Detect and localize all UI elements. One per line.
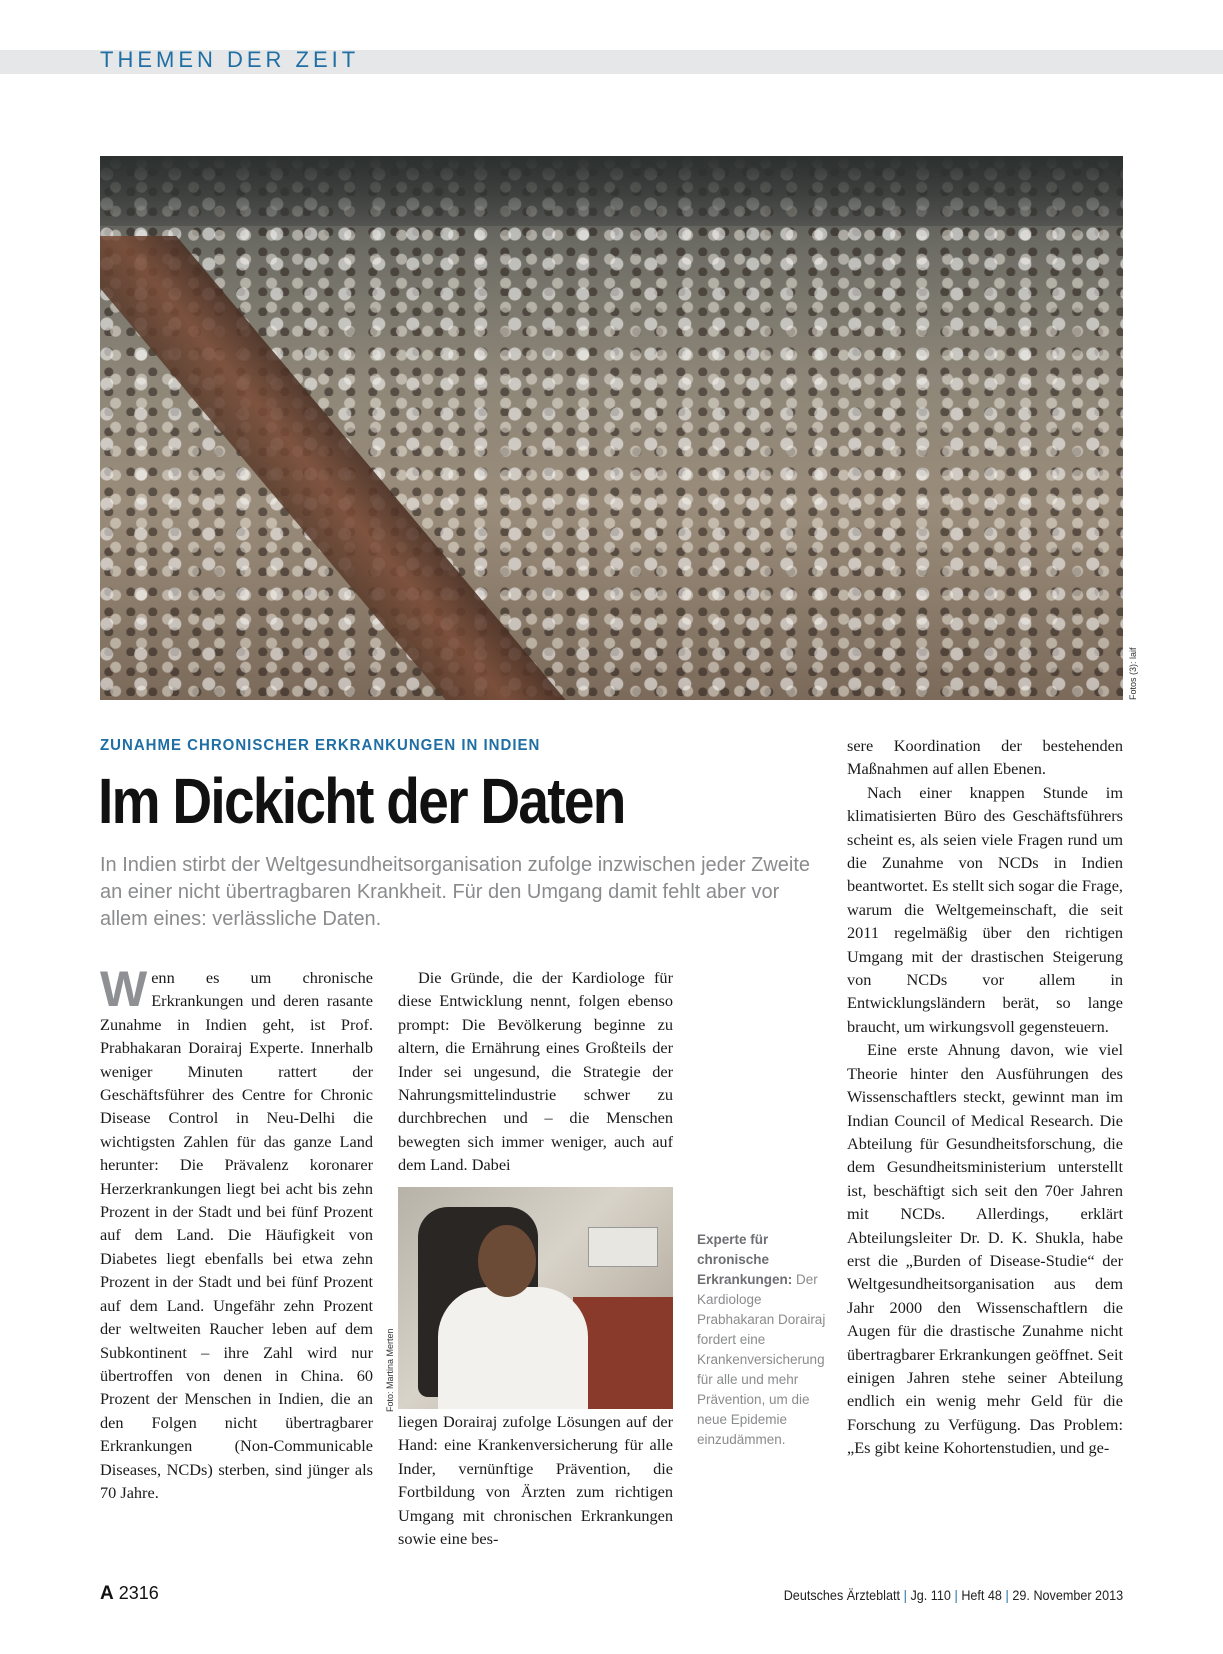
caption-title: Experte für chronische Erkrankungen:	[697, 1232, 793, 1287]
paragraph: Nach einer knappen Stunde im klimatisierten Büro des Geschäftsführers scheint es, als seien viele Fragen rund um die Zunahme von NCDs in Indien beantwortet. Es stellt sich sogar die Frage, warum die Weltgemeinschaft, die seit 2011 regelmäßig über den richtigen Umgang mit der drastischen Steigerung von NCDs vor allem in Entwicklungsländern berät, so lange braucht, um wirkungsvoll gegensteuern.	[847, 782, 1123, 1036]
journal-volume: Jg. 110	[910, 1587, 951, 1603]
page-number	[100, 1583, 159, 1605]
page-prefix: A	[100, 1583, 114, 1604]
journal-date: 29. November 2013	[1012, 1587, 1123, 1603]
paragraph: sere Koordination der bestehenden Maßnahmen auf allen Ebenen.	[847, 736, 1123, 779]
paragraph: Die Gründe, die der Kardiologe für diese Entwicklung nennt, folgen ebenso prompt: Die Bevölkerung beginne zu altern, die Ernährung eines Großteils der Inder sei ungesund, die Strategie der Nahrungsmittelindustrie schwer zu durchbrechen und – die Menschen bewegten sich immer weniger, auch auf dem Land. Dabei	[398, 968, 673, 1175]
station-roof	[100, 156, 1123, 226]
paragraph: Eine erste Ahnung davon, wie viel Theorie hinter den Ausführungen des Wissenschaftlers steckt, gewinnt man im Indian Council of Medical Research. Die Abteilung für Gesundheitsforschung, die dem Gesundheitsministerium unterstellt ist, beschäftigt sich seit den 70er Jahren mit NCDs. Allerdings, erklärt Abteilungsleiter Dr. D. K. Shukla, habe erst die „Burden of Disease-Studie“ der Weltgesundheitsorganisation aus dem Jahr 2000 den Wissenschaftlern die Augen für die drastische Zunahme nicht übertragbarer Erkrankungen geöffnet. Seit einigen Jahren stehe seiner Abteilung endlich ein wenig mehr Geld für die Forschung zu Verfügung. Das Problem: „Es gibt keine Kohortenstudien, und ge-	[847, 1040, 1123, 1458]
desk	[573, 1297, 673, 1409]
caption-text: Der Kardiologe Prabhakaran Dorairaj fordert eine Krankenversicherung für alle und mehr Prävention, um die neue Epidemie einzudämmen.	[697, 1272, 826, 1447]
paragraph: enn es um chronische Erkrankungen und deren rasante Zunahme in Indien geht, ist Prof. Prabhakaran Dorairaj Experte. Innerhalb weniger Minuten rattert der Geschäftsführer des Centre for Chronic Disease Control in Neu-Delhi die wichtigsten Zahlen für das ganze Land herunter: Die Prävalenz koronarer Herzerkrankungen liegt bei acht bis zehn Prozent in der Stadt und bei fünf Prozent auf dem Land. Die Häufigkeit von Diabetes liegt ebenfalls bei etwa zehn Prozent in der Stadt und bei fünf Prozent auf dem Land. Ungefähr zehn Prozent der weltweiten Raucher leben auf dem Subkontinent – ihre Zahl wird nur übertroffen von denen in China. 60 Prozent der Menschen in Indien, die an den Folgen nicht übertragbarer Erkrankungen (Non-Communicable Diseases, NCDs) sterben, sind jünger als 70 Jahre.	[100, 968, 373, 1502]
person-shirt	[438, 1287, 588, 1409]
separator: |	[903, 1587, 907, 1603]
page-number-value: 2316	[118, 1583, 159, 1603]
separator: |	[1005, 1587, 1009, 1603]
portrait-caption	[697, 1230, 832, 1450]
person-head	[478, 1225, 536, 1297]
drop-cap: W	[100, 961, 148, 1017]
journal-name: Deutsches Ärzteblatt	[783, 1587, 900, 1603]
paragraph: liegen Dorairaj zufolge Lösungen auf der Hand: eine Krankenversicherung für alle Inder, vernünftige Prävention, die Fortbildung von Ärzten zum richtigen Umgang mit chronischen Erkrankungen sowie eine bes-	[398, 1412, 673, 1549]
journal-issue: Heft 48	[961, 1587, 1002, 1603]
portrait-credit: Foto: Martina Merten	[385, 1328, 395, 1412]
article-lead: In Indien stirbt der Weltgesundheitsorganisation zufolge inzwischen jeder Zweite an einer nicht übertragbaren Krankheit. Für den Umgang damit fehlt aber vor allem eines: verlässliche Daten.	[100, 854, 811, 930]
article-column-1	[100, 961, 373, 1504]
printer	[588, 1227, 658, 1267]
journal-info	[784, 1587, 1123, 1603]
article-column-2-top	[398, 966, 673, 1177]
photo-credit: Fotos (3): laif	[1128, 647, 1138, 700]
article-kicker: ZUNAHME CHRONISCHER ERKRANKUNGEN IN INDIEN	[100, 736, 541, 755]
separator: |	[954, 1587, 958, 1603]
article-headline: Im Dickicht der Daten	[98, 765, 625, 837]
portrait-photo	[398, 1187, 673, 1409]
article-column-2-bottom	[398, 1410, 673, 1550]
article-column-3	[847, 734, 1123, 1460]
section-title: THEMEN DER ZEIT	[100, 47, 360, 72]
crowd-photo	[100, 156, 1123, 700]
